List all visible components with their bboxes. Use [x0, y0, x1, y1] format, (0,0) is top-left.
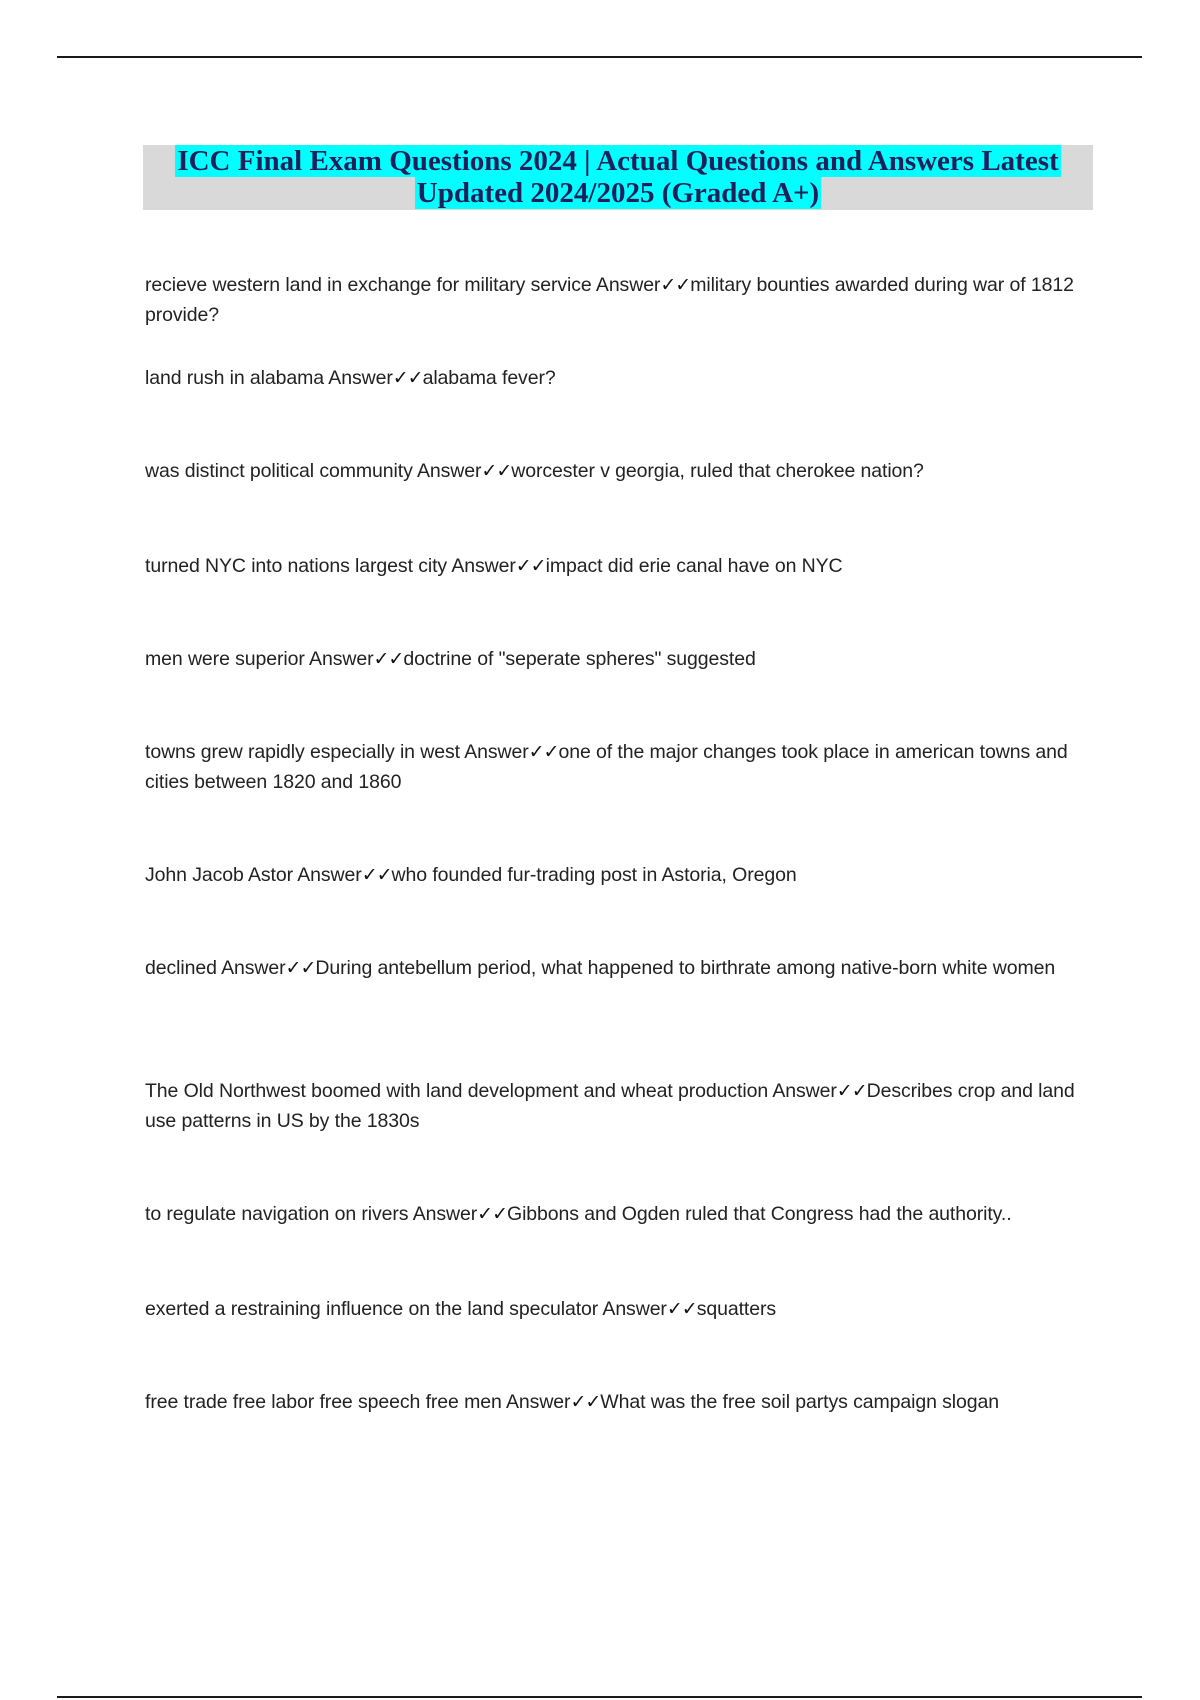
double-check-icon: ✓✓	[373, 648, 404, 670]
qa-answer: John Jacob Astor	[145, 864, 293, 886]
answer-label: Answer	[309, 648, 374, 670]
top-rule	[57, 56, 1142, 58]
double-check-icon: ✓✓	[481, 460, 512, 482]
double-check-icon: ✓✓	[660, 274, 691, 296]
qa-answer: to regulate navigation on rivers	[145, 1203, 409, 1225]
qa-question: Gibbons and Ogden ruled that Congress had the authority..	[507, 1203, 1012, 1225]
double-check-icon: ✓✓	[477, 1203, 507, 1225]
qa-question: impact did erie canal have on NYC	[545, 555, 843, 577]
answer-label: Answer	[772, 1080, 837, 1102]
qa-question: worcester v georgia, ruled that cherokee nation?	[511, 460, 924, 482]
double-check-icon: ✓✓	[570, 1391, 601, 1413]
qa-question: who founded fur-trading post in Astoria, Oregon	[391, 864, 797, 886]
answer-label: Answer	[595, 274, 661, 296]
qa-item	[145, 270, 1095, 330]
qa-item	[145, 1076, 1095, 1136]
double-check-icon: ✓✓	[836, 1080, 867, 1102]
answer-label: Answer	[416, 460, 482, 482]
answer-label: Answer	[221, 957, 286, 979]
qa-answer: free trade free labor free speech free men	[145, 1391, 502, 1413]
document-title	[143, 145, 1093, 210]
qa-item	[145, 363, 1095, 393]
qa-answer: exerted a restraining influence on the land speculator	[145, 1298, 599, 1320]
qa-question: What was the free soil partys campaign slogan	[600, 1391, 999, 1413]
qa-answer: men were superior	[145, 648, 305, 670]
qa-item	[145, 737, 1095, 797]
bottom-rule	[57, 1696, 1142, 1698]
qa-question: military bounties awarded during war of 1812 provide?	[145, 274, 1074, 326]
double-check-icon: ✓✓	[515, 555, 546, 577]
qa-answer: declined	[145, 957, 217, 979]
qa-answer: turned NYC into nations largest city	[145, 555, 448, 577]
qa-item	[145, 551, 1095, 581]
qa-item	[145, 644, 1095, 674]
answer-label: Answer	[328, 367, 393, 389]
qa-question: Describes crop and land use patterns in US by the 1830s	[145, 1080, 1075, 1132]
qa-answer: towns grew rapidly especially in west	[145, 741, 460, 763]
answer-label: Answer	[297, 864, 362, 886]
qa-answer: recieve western land in exchange for military service	[145, 274, 592, 296]
qa-question: During antebellum period, what happened to birthrate among native-born white women	[315, 957, 1056, 979]
answer-label: Answer	[412, 1203, 478, 1225]
qa-question: one of the major changes took place in american towns and cities between 1820 and 1860	[145, 741, 1068, 793]
qa-question: doctrine of "seperate spheres" suggested	[403, 648, 756, 670]
answer-label: Answer	[451, 555, 516, 577]
double-check-icon: ✓✓	[666, 1298, 697, 1320]
double-check-icon: ✓✓	[285, 957, 316, 979]
double-check-icon: ✓✓	[361, 864, 392, 886]
qa-answer: land rush in alabama	[145, 367, 325, 389]
qa-item	[145, 860, 1095, 890]
qa-item	[145, 1294, 1095, 1324]
qa-answer: The Old Northwest boomed with land development and wheat production	[145, 1080, 769, 1102]
answer-label: Answer	[602, 1298, 667, 1320]
answer-label: Answer	[464, 741, 529, 763]
qa-item	[145, 456, 1095, 486]
answer-label: Answer	[506, 1391, 571, 1413]
qa-item	[145, 1387, 1095, 1417]
qa-item	[145, 953, 1095, 983]
double-check-icon: ✓✓	[392, 367, 423, 389]
qa-question: squatters	[696, 1298, 776, 1320]
qa-item	[145, 1199, 1095, 1229]
qa-answer: was distinct political community	[145, 460, 413, 482]
title-line-2: Updated 2024/2025 (Graded A+)	[416, 177, 820, 209]
title-line-1: ICC Final Exam Questions 2024 | Actual Questions and Answers Latest	[177, 145, 1059, 177]
double-check-icon: ✓✓	[528, 741, 559, 763]
qa-question: alabama fever?	[422, 367, 556, 389]
